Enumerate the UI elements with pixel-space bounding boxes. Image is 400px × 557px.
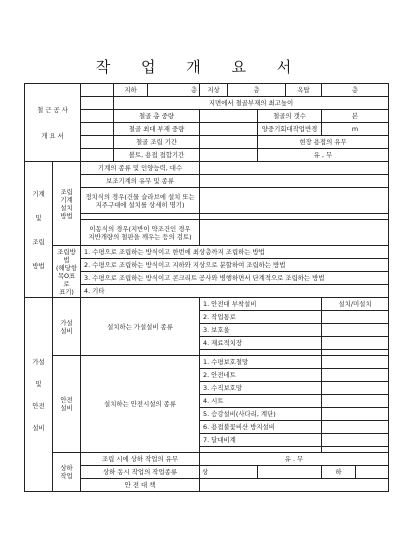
safety-facility-label xyxy=(53,356,81,453)
steel-total-weight-value[interactable] xyxy=(200,110,258,123)
basement-label: 지하 xyxy=(114,84,148,97)
safety-item-4-status[interactable] xyxy=(322,395,389,408)
blank-cell[interactable] xyxy=(81,123,114,136)
label-part: 조립 xyxy=(32,237,45,246)
max-radius-unit: m xyxy=(322,123,389,136)
site-welding-label: 현장 용접의 유무 xyxy=(258,136,389,149)
bolt-welding-value[interactable] xyxy=(200,149,258,162)
temp-item-2-status[interactable] xyxy=(322,311,389,324)
method-option-2[interactable]: 2. 수평으로 조립하는 방식이고 지하와 지상으로 분할하여 조립하는 방법 xyxy=(81,259,389,272)
blank-cell[interactable] xyxy=(81,136,114,149)
label-part: 목O표로 xyxy=(57,271,76,288)
basement-floor-unit: 층 xyxy=(148,84,200,97)
temp-item-4-status[interactable] xyxy=(322,337,389,350)
safety-item-3: 3. 수직보호망 xyxy=(200,382,322,395)
temp-item-2: 2. 작업통로 xyxy=(200,311,322,324)
label-part: 기계 xyxy=(60,195,73,204)
fixed-type-value[interactable] xyxy=(200,188,389,214)
safety-item-3-status[interactable] xyxy=(322,382,389,395)
countermeasure-value[interactable] xyxy=(200,479,389,492)
steel-total-weight-label: 철골 총 중량 xyxy=(114,110,200,123)
ground-floor-unit: 층 xyxy=(228,84,286,97)
label-part: 표기) xyxy=(59,287,74,296)
label-part: 설치 xyxy=(60,203,73,212)
machine-type-value[interactable] xyxy=(200,162,389,175)
label-part: 가설 xyxy=(32,357,45,366)
label-part: (해당항 xyxy=(56,263,78,272)
label-part: 조립 xyxy=(60,187,73,196)
temp-item-3: 3. 보호울 xyxy=(200,324,322,337)
fixed-type-text: 정치식의 경우(건물 슬라브에 설치 또는 지주구대에 설치를 상세히 명기) xyxy=(85,192,195,209)
safety-item-5: 5. 승강설비(사다리, 계단) xyxy=(200,408,322,421)
updown-q1: 조립 시에 상하 작업의 유무 xyxy=(81,453,200,466)
temp-facility-kind: 설치하는 가설설비 종류 xyxy=(81,298,200,356)
label-part: 안전 xyxy=(32,401,45,410)
label-part: 작업 xyxy=(60,472,73,480)
ground-label: 지상 xyxy=(200,84,228,97)
safety-item-4: 4. 시트 xyxy=(200,395,322,408)
label-part: 방법 xyxy=(32,261,45,270)
safety-item-5-status[interactable] xyxy=(322,408,389,421)
max-radius-label: 양중기회대작업반경 xyxy=(258,123,322,136)
safety-item-2: 2. 안전네트 xyxy=(200,369,322,382)
method-option-3[interactable]: 3. 수평으로 조립하는 방식이고 콘크리트 공사와 병행하면서 단계적으로 조립하는 방법 xyxy=(81,272,389,285)
method-option-1[interactable]: 1. 수평으로 조립하는 방식이고 한번에 최상층까지 조립하는 방법 xyxy=(81,246,389,259)
steel-max-member-weight-value[interactable] xyxy=(200,123,258,136)
install-header: 설치/미설치 xyxy=(322,298,389,311)
overview-section-label xyxy=(25,84,81,162)
steel-piece-count-label: 철골의 갯수 xyxy=(258,110,322,123)
temp-facility-label xyxy=(53,298,81,356)
site-welding-answer: 유 , 무 xyxy=(258,149,389,162)
label-part: 설비 xyxy=(32,423,45,432)
assembly-method-label xyxy=(53,246,81,298)
aux-machine-label: 보조기계의 유무 및 종류 xyxy=(81,175,200,188)
mobile-type-value[interactable] xyxy=(200,220,389,246)
blank-cell[interactable] xyxy=(81,97,114,110)
blank-cell[interactable] xyxy=(81,149,114,162)
method-section-label xyxy=(25,162,53,298)
label-part: 설비 xyxy=(60,326,73,335)
upper-value[interactable] xyxy=(258,466,322,479)
mobile-type-text: 이동식의 경우(지반이 약조건인 경우 지반개량의 철판을 깨우는 등의 검토) xyxy=(88,224,192,241)
label-part: 설비 xyxy=(60,404,73,412)
label-part: 및 xyxy=(35,379,42,388)
machine-type-label: 기계의 종류 및 인양능력, 대수 xyxy=(81,162,200,175)
method-option-4[interactable]: 4. 기타 xyxy=(81,285,389,298)
label-part: 기계 xyxy=(32,189,45,198)
safety-item-1-status[interactable] xyxy=(322,356,389,369)
safety-item-2-status[interactable] xyxy=(322,369,389,382)
updown-q2: 상하 동시 작업의 작업종류 xyxy=(81,466,200,479)
safety-item-1: 1. 수평보호철망 xyxy=(200,356,322,369)
steel-max-member-weight-label: 철골 최대 부재 중량 xyxy=(114,123,200,136)
safety-item-7-status[interactable] xyxy=(322,434,389,447)
assembly-period-label: 철골 조립 기간 xyxy=(114,136,200,149)
temp-item-4: 4. 재료적치장 xyxy=(200,337,322,350)
label-part: 및 xyxy=(35,213,42,222)
max-height-label: 지면에서 철골부재의 최고높이 xyxy=(114,97,389,110)
label-part: 상하 xyxy=(60,464,73,472)
assembly-period-value[interactable] xyxy=(200,136,258,149)
bolt-welding-label: 볼트, 용접 접합기간 xyxy=(114,149,200,162)
safety-item-6-status[interactable] xyxy=(322,421,389,434)
label-part: 방법 xyxy=(60,211,73,220)
safety-item-7: 7. 달대비계 xyxy=(200,434,322,447)
section-label-line: 개 요 서 xyxy=(41,131,64,140)
temp-item-1: 1. 안전대 부착설비 xyxy=(200,298,322,311)
countermeasure-label: 안 전 대 책 xyxy=(81,479,200,492)
page-title: 작 업 개 요 서 xyxy=(95,58,305,76)
label-part: 안전 xyxy=(60,396,73,404)
fixed-type-label xyxy=(81,188,200,214)
updown-q1-answer: 유 . 무 xyxy=(200,453,389,466)
work-overview-form xyxy=(24,83,389,492)
updown-work-label xyxy=(53,453,81,492)
upper-label: 상 xyxy=(200,466,258,479)
mobile-type-label xyxy=(81,220,200,246)
safety-item-6: 6. 용접불꽃비산 방지설비 xyxy=(200,421,322,434)
rooftop-label: 옥탑 xyxy=(286,84,322,97)
blank-cell[interactable] xyxy=(81,110,114,123)
steel-piece-count-unit: 본 xyxy=(322,110,389,123)
aux-machine-value[interactable] xyxy=(200,175,389,188)
safety-section-label xyxy=(25,298,53,492)
assembly-machine-label xyxy=(53,162,81,246)
lower-value[interactable] xyxy=(356,466,389,479)
section-label-line: 철 근 공 사 xyxy=(37,105,68,114)
safety-facility-kind: 설치하는 안전시설의 종류 xyxy=(81,356,200,453)
label-part: 가설 xyxy=(60,318,73,327)
rooftop-floor-unit: 층 xyxy=(322,84,389,97)
label-part: 조립방법 xyxy=(57,247,76,264)
blank-cell[interactable] xyxy=(81,84,114,97)
temp-item-3-status[interactable] xyxy=(322,324,389,337)
lower-label: 하 xyxy=(322,466,356,479)
